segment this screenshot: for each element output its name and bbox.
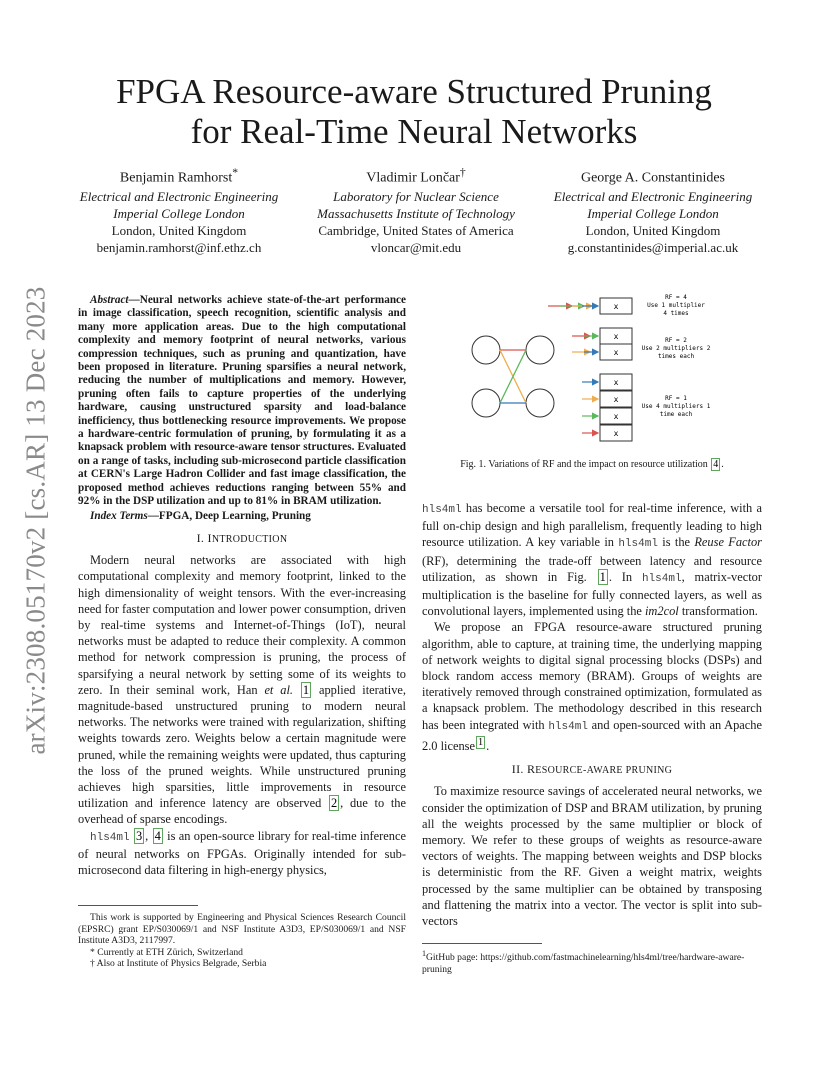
svg-text:x: x — [613, 378, 619, 387]
right-paragraph-3: To maximize resource savings of accelerated neural networks, we consider the optimization of DSP and BRAM utilization, by pruning all the weights processed by the same multiplier or block of memory. We refer to these groups of weights as resource-aware vectors of weights. The mapping between weights and DSP blocks is deterministic from the RF. Given a weight matrix, weights processed by the same multiplier can be obtained by transposing and flattening the matrix into a vector. The vector is split into sub-vectors — [422, 784, 762, 928]
intro-paragraph-1: Modern neural networks are associated with high computational complexity and memory footprint, linked to the high dimensionality of weight tensors. With the ever-increasing need for faster computation and lower power consumption, driven by real-time systems and Internet-of-Things (IoT), neural networks must be adapted to reduce their complexity. A common method for network compression is pruning, the process of sparsifying a neural network by setting some of its weights to zero. In their seminal work, Han et al. 1 applied iterative, magnitude-based unstructured pruning to modern neural networks. The networks were trained with regularization, shifting weights towards zero. Weights below a certain magnitude were pruned, while the remaining weights were updated, thus capturing the loss of the pruned weights. While unstructured pruning achieves high sparsities, little improvements in resource utilization and inference latency are observed 2 , due to the overhead of sparse encodings. — [78, 553, 406, 827]
github-link[interactable]: GitHub page: https://github.com/fastmachinelearning/hls4ml/tree/hardware-aware-pruning — [422, 952, 745, 975]
svg-text:x: x — [613, 332, 619, 341]
right-paragraph-2: We propose an FPGA resource-aware structured pruning algorithm, able to capture, at training time, the underlying mapping of network weights to digital signal processing blocks (DSPs) and block random access memory (BRAM). Groups of weights are iteratively removed through constrained optimization, formulated as a knapsack problem. The methodology described in this research has been integrated with hls4ml and open-sourced with an Apache 2.0 license $^1$ . — [422, 620, 763, 753]
svg-text:RF = 1: RF = 1 — [665, 395, 687, 402]
svg-text:RF = 2: RF = 2 — [665, 337, 687, 344]
output-neuron-2 — [526, 389, 554, 417]
figure-1-caption: Fig. 1. Variations of RF and the impact on resource utilization 4 . — [460, 459, 724, 470]
author-3: George A. Constantinides Electrical and Electronic Engineering Imperial College London London, United Kingdom g.constantinides@imperial.ac.uk — [538, 164, 768, 256]
author-email[interactable]: benjamin.ramhorst@inf.ethz.ch — [96, 239, 262, 255]
footnotes-left: This work is supported by Engineering and Physical Sciences Research Council (EPSRC) grant EP/S030069/1 and NSF Institute A3D3, EP/S030069/1 and NSF Institute A3D3, 2117997. * Currently at ETH Zürich, Switzerland † Also at Institute of Physics Belgrade, Serbia — [78, 912, 406, 969]
svg-text:x: x — [613, 302, 619, 311]
svg-text:Use 1 multiplier: Use 1 multiplier — [647, 302, 705, 309]
right-paragraph-1: hls4ml has become a versatile tool for real-time inference, with a full on-chip design and high parallelism, frequently leading to high resource utilization. A key variable in hls4ml is the Reuse Factor (RF), determining the trade-off between latency and resource utilization, as shown in Fig. 1 . In hls4ml, matrix-vector multiplication is the baseline for fully connected layers, as well as convolutional layers, implemented using the im2col transformation. — [422, 501, 763, 619]
author-block — [64, 164, 768, 256]
author-email[interactable]: g.constantinides@imperial.ac.uk — [567, 239, 739, 255]
svg-text:times each: times each — [657, 353, 695, 360]
svg-text:time each: time each — [659, 411, 693, 418]
svg-text:4 times: 4 times — [663, 310, 689, 317]
citation-link[interactable]: 2 — [330, 796, 338, 811]
footnote-rule — [422, 943, 542, 944]
svg-text:x: x — [613, 395, 619, 404]
footnote-rule — [78, 905, 198, 906]
section-heading-introduction: I. INTRODUCTION — [196, 530, 288, 545]
input-neuron-2 — [472, 389, 500, 417]
citation-link[interactable]: 1 — [302, 682, 310, 697]
abstract: Abstract—Neural networks achieve state-of-the-art performance in image classification, speech recognition, scientific analysis and many more application areas. Due to the high computational complexity and memory footprint of neural networks, various compression techniques, such as pruning and quantization, have been proposed in literature. Pruning sparsifies a neural network, reducing the number of multiplications and memory. However, pruning often fails to capture properties of the underlying hardware, causing unstructured sparsity and load-balance inefficiency, thus bottlenecking resource improvements. We propose a hardware-centric formulation of pruning, by formulating it as a knapsack problem with resource-aware tensor structures. Evaluated on a range of tasks, including sub-microsecond particle classification at CERN's Large Hadron Collider and fast image classification, the proposed method achieves reductions ranging between 55% and 92% in the DSP utilization and up to 81% in BRAM utilization. — [78, 294, 406, 508]
figure-ref-link[interactable]: 1 — [599, 569, 606, 584]
intro-paragraph-2: hls4ml 3 , 4 is an open-source library for real-time inference of neural networks on FPGAs. Originally intended for sub-microsecond data filtering in high-energy physics, — [78, 828, 406, 877]
rf-diagram-svg — [460, 290, 730, 450]
svg-text:x: x — [613, 429, 619, 438]
author-2: Vladimir Lončar† Laboratory for Nuclear Science Massachusetts Institute of Technology Cambridge, United States of America vloncar@mit.edu — [301, 164, 531, 256]
arxiv-identifier: arXiv:2308.05170v2 [cs.AR] 13 Dec 2023 — [20, 285, 51, 755]
right-column — [422, 500, 762, 929]
section-heading-resource-aware-pruning: II. RESOURCE-AWARE PRUNING — [511, 762, 673, 777]
input-neuron-1 — [472, 336, 500, 364]
figure-1-diagram — [460, 290, 730, 450]
citation-link[interactable]: 3 — [135, 828, 143, 843]
citation-link[interactable]: 4 — [713, 459, 719, 470]
title-line-1: FPGA Resource-aware Structured Pruning — [116, 72, 712, 111]
svg-text:Use 2 multipliers 2: Use 2 multipliers 2 — [641, 345, 711, 352]
left-column — [78, 294, 406, 878]
footnote-ref-link[interactable]: 1 — [478, 736, 484, 748]
svg-text:Use 4 multipliers 1: Use 4 multipliers 1 — [641, 403, 711, 410]
author-1: Benjamin Ramhorst* Electrical and Electronic Engineering Imperial College London London, United Kingdom benjamin.ramhorst@inf.ethz.ch — [64, 164, 294, 256]
footnote-right: $^1$GitHub page: https://github.com/fastmachinelearning/hls4ml/tree/hardware-aware-pruning — [422, 949, 745, 975]
author-email[interactable]: vloncar@mit.edu — [370, 239, 462, 255]
citation-link[interactable]: 4 — [154, 828, 161, 843]
svg-text:x: x — [613, 348, 619, 357]
index-terms: Index Terms—FPGA, Deep Learning, Pruning — [90, 509, 311, 522]
output-neuron-1 — [526, 336, 554, 364]
svg-text:x: x — [613, 412, 619, 421]
svg-text:RF = 4: RF = 4 — [665, 294, 687, 301]
paper-title — [60, 72, 768, 152]
title-line-2: for Real-Time Neural Networks — [190, 112, 638, 151]
